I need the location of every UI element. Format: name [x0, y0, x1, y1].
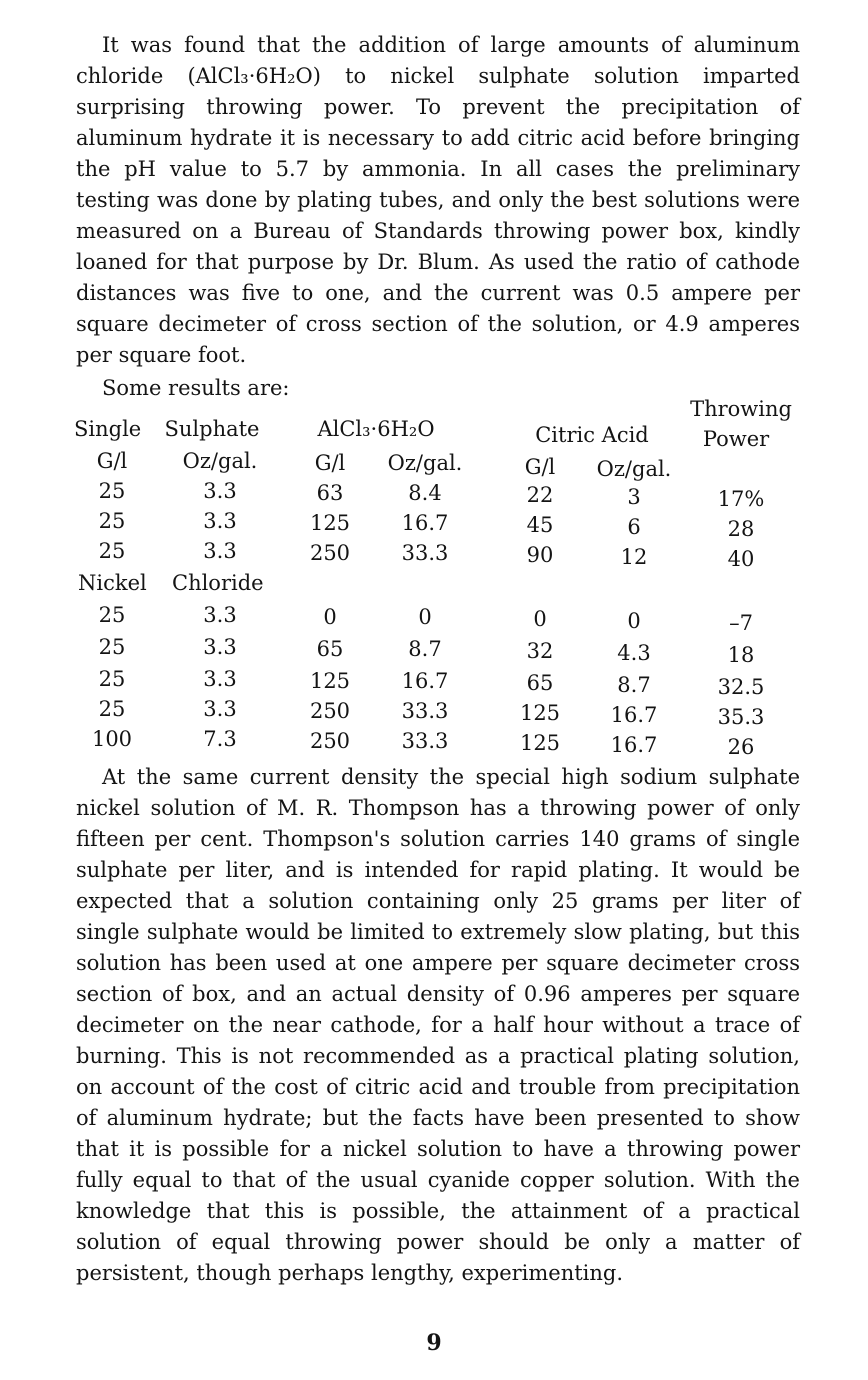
header-single: Single [74, 417, 142, 441]
chloride-row-3-alcl-oz: 16.7 [401, 669, 449, 693]
chloride-row-5-alcl-gl: 250 [309, 729, 351, 753]
chloride-row-1-citric-gl: 0 [533, 607, 547, 631]
section-label-chloride: Chloride [172, 571, 264, 595]
header-power: Power [702, 427, 770, 451]
sulphate-row-2-alcl-oz: 16.7 [401, 511, 449, 535]
header-throwing: Throwing [690, 397, 792, 421]
chloride-row-1-alcl-oz: 0 [418, 605, 432, 629]
chloride-row-5-single-gl: 100 [91, 727, 133, 751]
sulphate-row-1-sulphate-oz: 3.3 [203, 479, 237, 503]
sulphate-row-1-single-gl: 25 [98, 479, 126, 503]
header-oz2: Oz/gal. [387, 451, 463, 475]
sulphate-row-2-alcl-gl: 125 [309, 511, 351, 535]
chloride-row-3-throwing-power: 32.5 [717, 675, 765, 699]
chloride-row-3-single-gl: 25 [98, 667, 126, 691]
sulphate-row-2-sulphate-oz: 3.3 [203, 509, 237, 533]
chloride-row-5-alcl-oz: 33.3 [401, 729, 449, 753]
chloride-row-1-alcl-gl: 0 [323, 605, 337, 629]
header-g2: G/l [314, 451, 346, 475]
chloride-row-3-sulphate-oz: 3.3 [203, 667, 237, 691]
header-alcl: AlCl₃·6H₂O [317, 417, 435, 441]
chloride-row-2-throwing-power: 18 [727, 643, 755, 667]
sulphate-row-3-single-gl: 25 [98, 539, 126, 563]
sulphate-row-2-throwing-power: 28 [727, 517, 755, 541]
chloride-row-5-citric-oz: 16.7 [610, 733, 658, 757]
paragraph-thompson-solution: At the same current density the special high sodium sulphate nickel solution of M. R. Thompson has a throwing power of only fifteen per cent. Thompson's solution carries 140 grams of single sulphate per liter, and is intended for rapid plating. It would be expected that a solution containing only 25 grams per liter of single sulphate would be limited to extremely slow plating, but this solution has been used at one ampere per square decimeter cross section of box, and an actual density of 0.96 amperes per square decimeter on the near cathode, for a half hour without a trace of burning. This is not recommended as a practical plating solution, on account of the cost of citric acid and trouble from precipitation of aluminum hydrate; but the facts have been presented to show that it is possible for a nickel solution to have a throwing power fully equal to that of the usual cyanide copper solution. With the knowledge that this is possible, the attainment of a practical solution of equal throwing power should be only a matter of persistent, though perhaps lengthy, experimenting. [76, 765, 800, 1285]
chloride-row-3-citric-gl: 65 [526, 671, 554, 695]
sulphate-row-3-throwing-power: 40 [727, 547, 755, 571]
sulphate-row-2-citric-oz: 6 [627, 515, 641, 539]
sulphate-row-3-alcl-oz: 33.3 [401, 541, 449, 565]
chloride-row-4-throwing-power: 35.3 [717, 705, 765, 729]
header-g3: G/l [524, 455, 556, 479]
sulphate-row-2-single-gl: 25 [98, 509, 126, 533]
chloride-row-2-alcl-gl: 65 [316, 637, 344, 661]
chloride-row-1-single-gl: 25 [98, 603, 126, 627]
chloride-row-1-sulphate-oz: 3.3 [203, 603, 237, 627]
header-sulphate: Sulphate [164, 417, 260, 441]
chloride-row-2-citric-gl: 32 [526, 639, 554, 663]
chloride-row-1-citric-oz: 0 [627, 609, 641, 633]
chloride-row-4-single-gl: 25 [98, 697, 126, 721]
chloride-row-4-citric-oz: 16.7 [610, 703, 658, 727]
sulphate-row-3-citric-oz: 12 [620, 545, 648, 569]
sulphate-row-1-alcl-gl: 63 [316, 481, 344, 505]
chloride-row-4-alcl-oz: 33.3 [401, 699, 449, 723]
chloride-row-4-alcl-gl: 250 [309, 699, 351, 723]
sulphate-row-1-citric-gl: 22 [526, 483, 554, 507]
chloride-row-2-sulphate-oz: 3.3 [203, 635, 237, 659]
chloride-row-5-citric-gl: 125 [519, 731, 561, 755]
sulphate-row-3-citric-gl: 90 [526, 543, 554, 567]
page-number: 9 [426, 1330, 442, 1356]
chloride-row-3-citric-oz: 8.7 [617, 673, 651, 697]
chloride-row-5-sulphate-oz: 7.3 [203, 727, 237, 751]
header-oz1: Oz/gal. [182, 449, 258, 473]
results-intro: Some results are: [102, 376, 290, 400]
chloride-row-2-single-gl: 25 [98, 635, 126, 659]
sulphate-row-1-throwing-power: 17% [717, 487, 765, 511]
chloride-row-2-alcl-oz: 8.7 [408, 637, 442, 661]
sulphate-row-1-alcl-oz: 8.4 [408, 481, 442, 505]
chloride-row-3-alcl-gl: 125 [309, 669, 351, 693]
sulphate-row-3-sulphate-oz: 3.3 [203, 539, 237, 563]
section-label-nickel: Nickel [78, 571, 147, 595]
paragraph-aluminum-chloride: It was found that the addition of large amounts of aluminum chloride (AlCl₃·6H₂O) to nickel sulphate solution imparted surprising throwing power. To prevent the precipitation of aluminum hydrate it is necessary to add citric acid before bringing the pH value to 5.7 by ammonia. In all cases the preliminary testing was done by plating tubes, and only the best solutions were measured on a Bureau of Standards throwing power box, kindly loaned for that purpose by Dr. Blum. As used the ratio of cathode distances was five to one, and the current was 0.5 ampere per square decimeter of cross section of the solution, or 4.9 amperes per square foot. [76, 33, 800, 367]
chloride-row-5-throwing-power: 26 [727, 735, 755, 759]
header-oz3: Oz/gal. [596, 457, 672, 481]
header-citric-acid: Citric Acid [535, 423, 649, 447]
chloride-row-4-sulphate-oz: 3.3 [203, 697, 237, 721]
sulphate-row-3-alcl-gl: 250 [309, 541, 351, 565]
sulphate-row-1-citric-oz: 3 [627, 485, 641, 509]
chloride-row-2-citric-oz: 4.3 [617, 641, 651, 665]
chloride-row-1-throwing-power: –7 [729, 611, 753, 635]
header-g1: G/l [96, 449, 128, 473]
chloride-row-4-citric-gl: 125 [519, 701, 561, 725]
sulphate-row-2-citric-gl: 45 [526, 513, 554, 537]
